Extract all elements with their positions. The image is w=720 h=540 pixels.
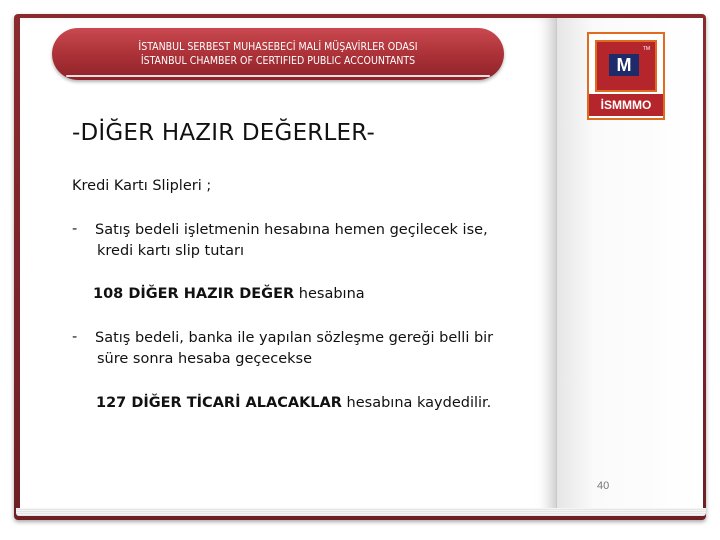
page-title: -DİĞER HAZIR DEĞERLER- bbox=[72, 120, 375, 146]
page-edges bbox=[16, 508, 706, 516]
header-line-2: İSTANBUL CHAMBER OF CERTIFIED PUBLIC ACCOUNTANTS bbox=[140, 55, 416, 67]
ismmmo-logo bbox=[587, 32, 665, 120]
bullet-1-account-code: 108 DİĞER HAZIR DEĞER bbox=[93, 286, 295, 302]
page-number: 40 bbox=[597, 480, 610, 492]
bullet-2-account-rest: hesabına kaydedilir. bbox=[341, 395, 492, 411]
bullet-dash-1: - bbox=[72, 221, 78, 237]
logo-trademark: TM bbox=[642, 46, 650, 52]
bullet-1-line-2: kredi kartı slip tutarı bbox=[97, 243, 244, 259]
bullet-dash-2: - bbox=[72, 329, 78, 345]
header-line-1: İSTANBUL SERBEST MUHASEBECİ MALİ MÜŞAVİRLER ODASI bbox=[138, 41, 418, 53]
bullet-1-account bbox=[93, 284, 365, 304]
bullet-1-account-rest: hesabına bbox=[294, 286, 365, 302]
subtitle: Kredi Kartı Slipleri ; bbox=[72, 178, 212, 194]
header-banner bbox=[52, 28, 504, 80]
bullet-2-account bbox=[96, 393, 491, 413]
bullet-1-line-1: Satış bedeli işletmenin hesabına hemen geçilecek ise, bbox=[95, 222, 488, 238]
bullet-2-line-1: Satış bedeli, banka ile yapılan sözleşme gereği belli bir bbox=[95, 330, 494, 346]
bullet-2-account-code: 127 DİĞER TİCARİ ALACAKLAR bbox=[96, 395, 342, 411]
logo-letter: M bbox=[609, 54, 639, 76]
logo-emblem bbox=[595, 40, 657, 92]
left-page bbox=[20, 18, 557, 516]
logo-text: İSMMMO bbox=[589, 94, 663, 116]
bullet-2-line-2: süre sonra hesaba geçecekse bbox=[97, 351, 313, 367]
